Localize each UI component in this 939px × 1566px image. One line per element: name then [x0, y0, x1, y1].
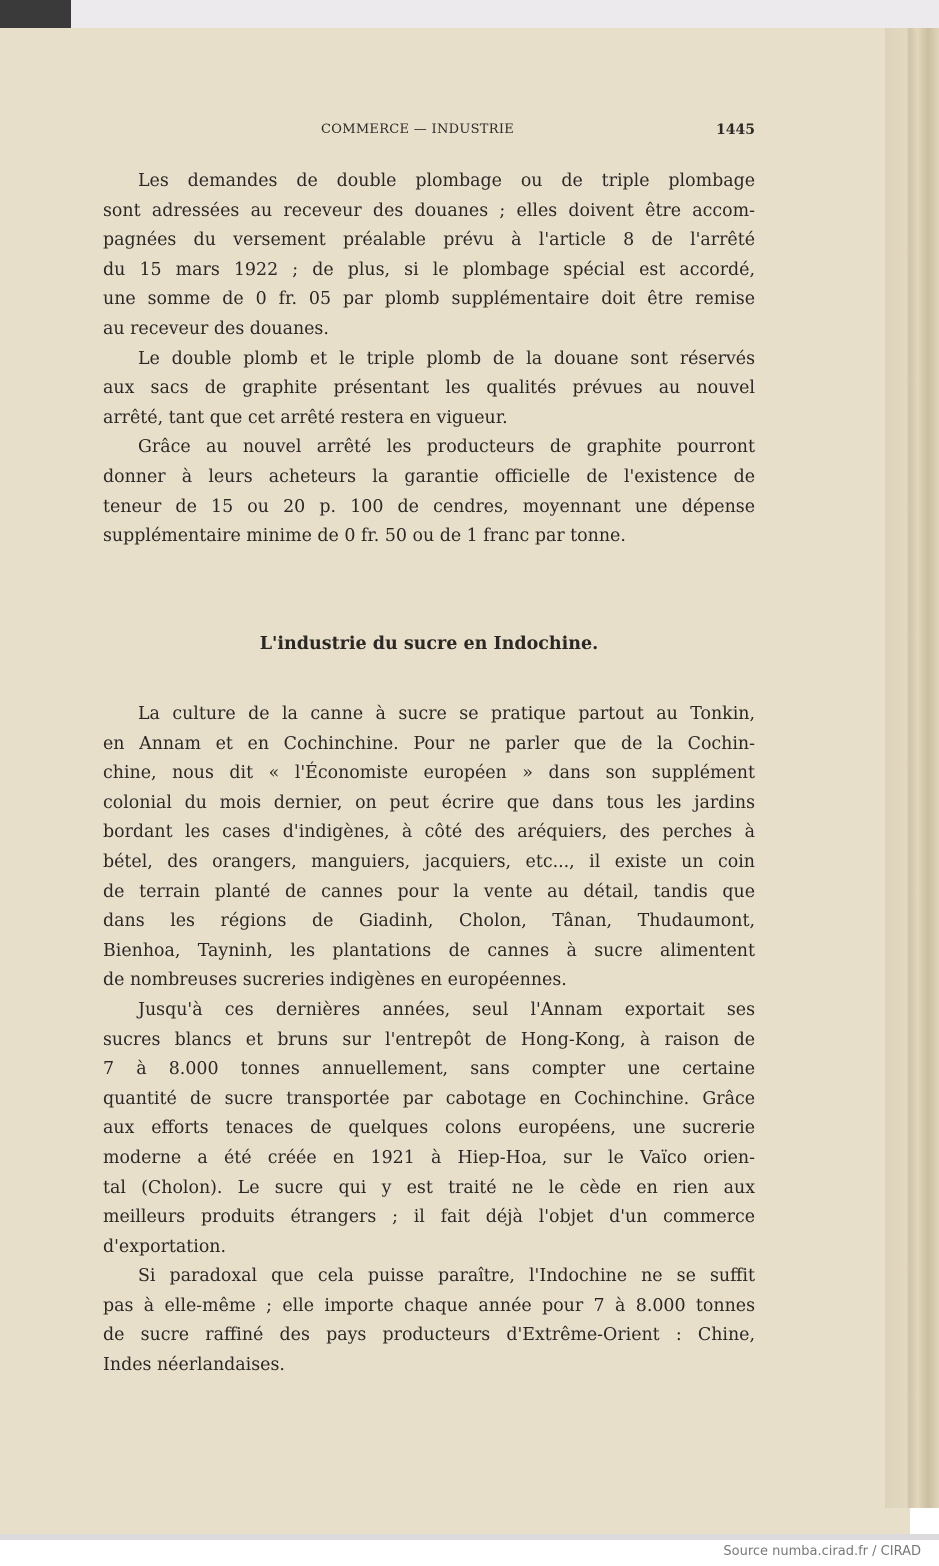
- text-line: supplémentaire minime de 0 fr. 50 ou de 1 franc par tonne.: [103, 526, 626, 547]
- text-line: sont adressées au receveur des douanes ; elles doivent être accom-: [103, 200, 755, 221]
- text-line: quantité de sucre transportée par cabotage en Cochinchine. Grâce: [103, 1088, 755, 1109]
- text-line: Jusqu'à ces dernières années, seul l'Annam exportait ses: [138, 999, 755, 1020]
- paragraph: [103, 1262, 755, 1380]
- page-number: 1445: [716, 122, 755, 138]
- text-line: Indes néerlandaises.: [103, 1355, 285, 1376]
- text-line: Si paradoxal que cela puisse paraître, l'Indochine ne se suffit: [138, 1266, 755, 1287]
- running-header: [103, 122, 755, 144]
- text-line: bétel, des orangers, manguiers, jacquiers, etc..., il existe un coin: [103, 851, 755, 872]
- text-line: Bienhoa, Tayninh, les plantations de cannes à sucre alimentent: [103, 940, 755, 961]
- paragraph: [103, 345, 755, 434]
- text-line: sucres blancs et bruns sur l'entrepôt de Hong-Kong, à raison de: [103, 1029, 755, 1050]
- text-line: bordant les cases d'indigènes, à côté des aréquiers, des perches à: [103, 822, 755, 843]
- paragraph: [103, 700, 755, 996]
- text-line: teneur de 15 ou 20 p. 100 de cendres, moyennant une dépense: [103, 496, 755, 517]
- text-line: aux sacs de graphite présentant les qualités prévues au nouvel: [103, 378, 755, 399]
- text-line: pagnées du versement préalable prévu à l'article 8 de l'arrêté: [103, 230, 755, 251]
- paragraph: [103, 167, 755, 345]
- paragraph: [103, 433, 755, 551]
- text-line: arrêté, tant que cet arrêté restera en vigueur.: [103, 407, 508, 428]
- text-line: de terrain planté de cannes pour la vente au détail, tandis que: [103, 881, 755, 902]
- text-line: de nombreuses sucreries indigènes en européennes.: [103, 970, 567, 991]
- text-line: de sucre raffiné des pays producteurs d'Extrême-Orient : Chine,: [103, 1325, 755, 1346]
- scan-corner: [0, 0, 71, 28]
- running-title: COMMERCE — INDUSTRIE: [321, 122, 515, 137]
- paragraph: [103, 996, 755, 1262]
- text-line: une somme de 0 fr. 05 par plomb supplémentaire doit être remise: [103, 289, 755, 310]
- text-line: meilleurs produits étrangers ; il fait déjà l'objet d'un commerce: [103, 1207, 755, 1228]
- text-line: colonial du mois dernier, on peut écrire que dans tous les jardins: [103, 792, 755, 813]
- section-sugar: [103, 700, 755, 1381]
- source-credit: Source numba.cirad.fr / CIRAD: [723, 1544, 921, 1559]
- viewer-bottom-bar: [0, 1534, 939, 1540]
- section-heading: L'industrie du sucre en Indochine.: [259, 634, 599, 654]
- text-line: en Annam et en Cochinchine. Pour ne parler que de la Cochin-: [103, 733, 755, 754]
- text-line: Le double plomb et le triple plomb de la douane sont réservés: [138, 348, 755, 369]
- text-line: donner à leurs acheteurs la garantie officielle de l'existence de: [103, 466, 755, 487]
- text-line: du 15 mars 1922 ; de plus, si le plombage spécial est accordé,: [103, 259, 755, 280]
- text-line: au receveur des douanes.: [103, 318, 329, 339]
- text-line: 7 à 8.000 tonnes annuellement, sans compter une certaine: [103, 1059, 755, 1080]
- text-line: aux efforts tenaces de quelques colons européens, une sucrerie: [103, 1118, 755, 1139]
- text-line: moderne a été créée en 1921 à Hiep-Hoa, sur le Vaïco orien-: [103, 1147, 755, 1168]
- text-line: dans les régions de Giadinh, Cholon, Tânan, Thudaumont,: [103, 911, 755, 932]
- page-edges: [885, 28, 939, 1508]
- text-line: chine, nous dit « l'Économiste européen » dans son supplément: [103, 763, 755, 784]
- text-line: pas à elle-même ; elle importe chaque année pour 7 à 8.000 tonnes: [103, 1295, 755, 1316]
- viewer-top-bar: [0, 0, 939, 28]
- text-line: tal (Cholon). Le sucre qui y est traité ne le cède en rien aux: [103, 1177, 755, 1198]
- text-line: La culture de la canne à sucre se pratique partout au Tonkin,: [138, 704, 755, 724]
- text-line: d'exportation.: [103, 1236, 227, 1257]
- text-line: Les demandes de double plombage ou de triple plombage: [138, 171, 755, 191]
- text-line: Grâce au nouvel arrêté les producteurs de graphite pourront: [138, 437, 755, 458]
- section-graphite: [103, 167, 755, 552]
